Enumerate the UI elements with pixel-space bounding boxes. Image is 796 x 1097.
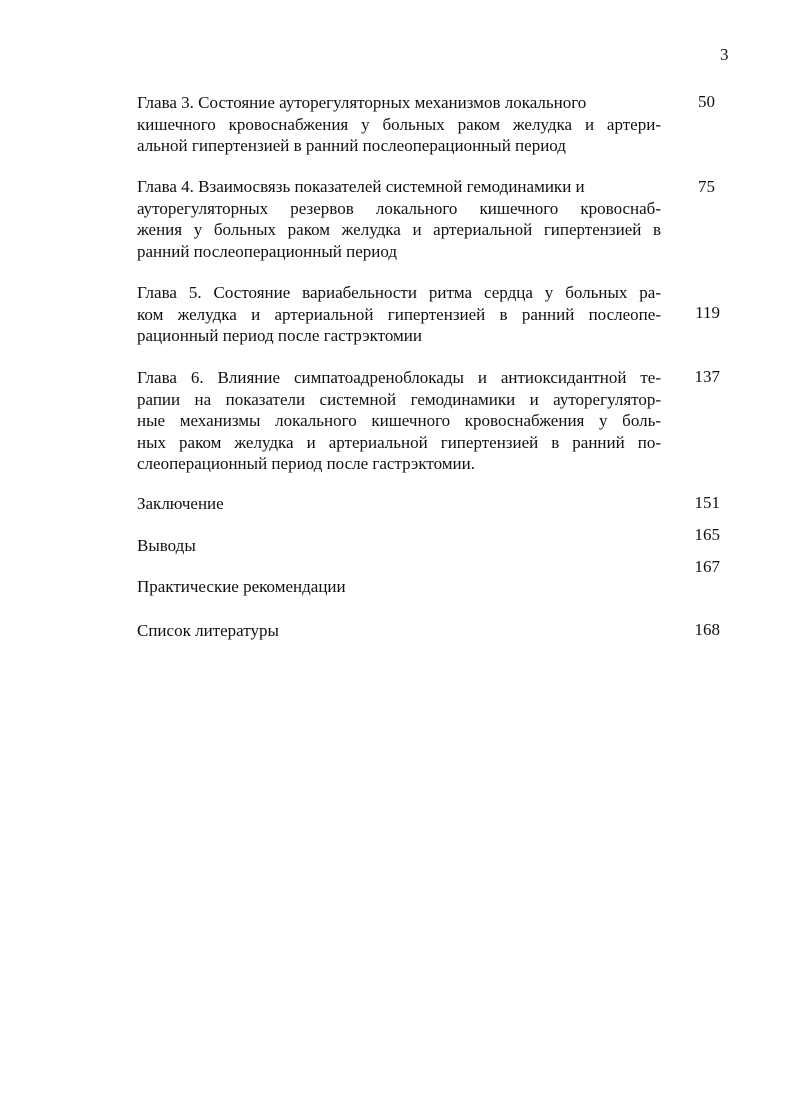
toc-line: ные механизмы локального кишечного кровоснабжения у боль- (137, 411, 661, 430)
toc-line: Глава 3. Состояние ауторегуляторных механизмов локального (137, 93, 587, 112)
toc-page-chapter-4: 75 (698, 177, 715, 196)
toc-line: рапии на показатели системной гемодинамики и ауторегулятор- (137, 389, 661, 409)
toc-line: Практические рекомендации (137, 577, 346, 596)
toc-page-chapter-3: 50 (698, 92, 715, 111)
toc-line: Глава 5. Состояние вариабельности ритма сердца у больных ра- (137, 283, 661, 302)
toc-line: альной гипертензией в ранний послеоперационный период (137, 136, 566, 155)
toc-line: ранний послеоперационный период (137, 241, 398, 261)
toc-entry-chapter-5 (137, 282, 661, 347)
toc-line: слеоперационный период после гастрэктомии. (137, 454, 475, 473)
toc-line: Выводы (137, 536, 196, 555)
toc-entry-conclusion (137, 493, 661, 515)
toc-line: ауторегуляторных резервов локального кишечного кровоснаб- (137, 198, 661, 218)
toc-page-recommendations: 167 (694, 557, 720, 576)
toc-page-chapter-6: 137 (694, 367, 720, 386)
toc-line: ком желудка и артериальной гипертензией в ранний послеопе- (137, 304, 661, 324)
toc-page-chapter-5: 119 (695, 303, 720, 322)
toc-line: рационный период после гастрэктомии (137, 326, 422, 345)
toc-entry-recommendations (137, 576, 661, 598)
toc-entry-chapter-4 (137, 176, 661, 262)
toc-entry-findings (137, 535, 661, 557)
toc-page-findings: 165 (694, 525, 720, 544)
toc-entry-references (137, 620, 661, 642)
toc-page-conclusion: 151 (694, 493, 720, 512)
toc-line: кишечного кровоснабжения у больных раком желудка и артери- (137, 114, 661, 134)
toc-line: Список литературы (137, 621, 279, 640)
toc-page-references: 168 (694, 620, 720, 639)
toc-line: жения у больных раком желудка и артериальной гипертензией в (137, 220, 661, 239)
toc-line: Глава 4. Взаимосвязь показателей системной гемодинамики и (137, 177, 585, 196)
page-number: 3 (720, 45, 729, 64)
toc-line: Заключение (137, 494, 224, 513)
toc-entry-chapter-6 (137, 367, 661, 475)
toc-line: Глава 6. Влияние симпатоадреноблокады и антиоксидантной те- (137, 368, 661, 387)
toc-entry-chapter-3 (137, 92, 661, 157)
toc-line: ных раком желудка и артериальной гипертензией в ранний по- (137, 432, 661, 452)
